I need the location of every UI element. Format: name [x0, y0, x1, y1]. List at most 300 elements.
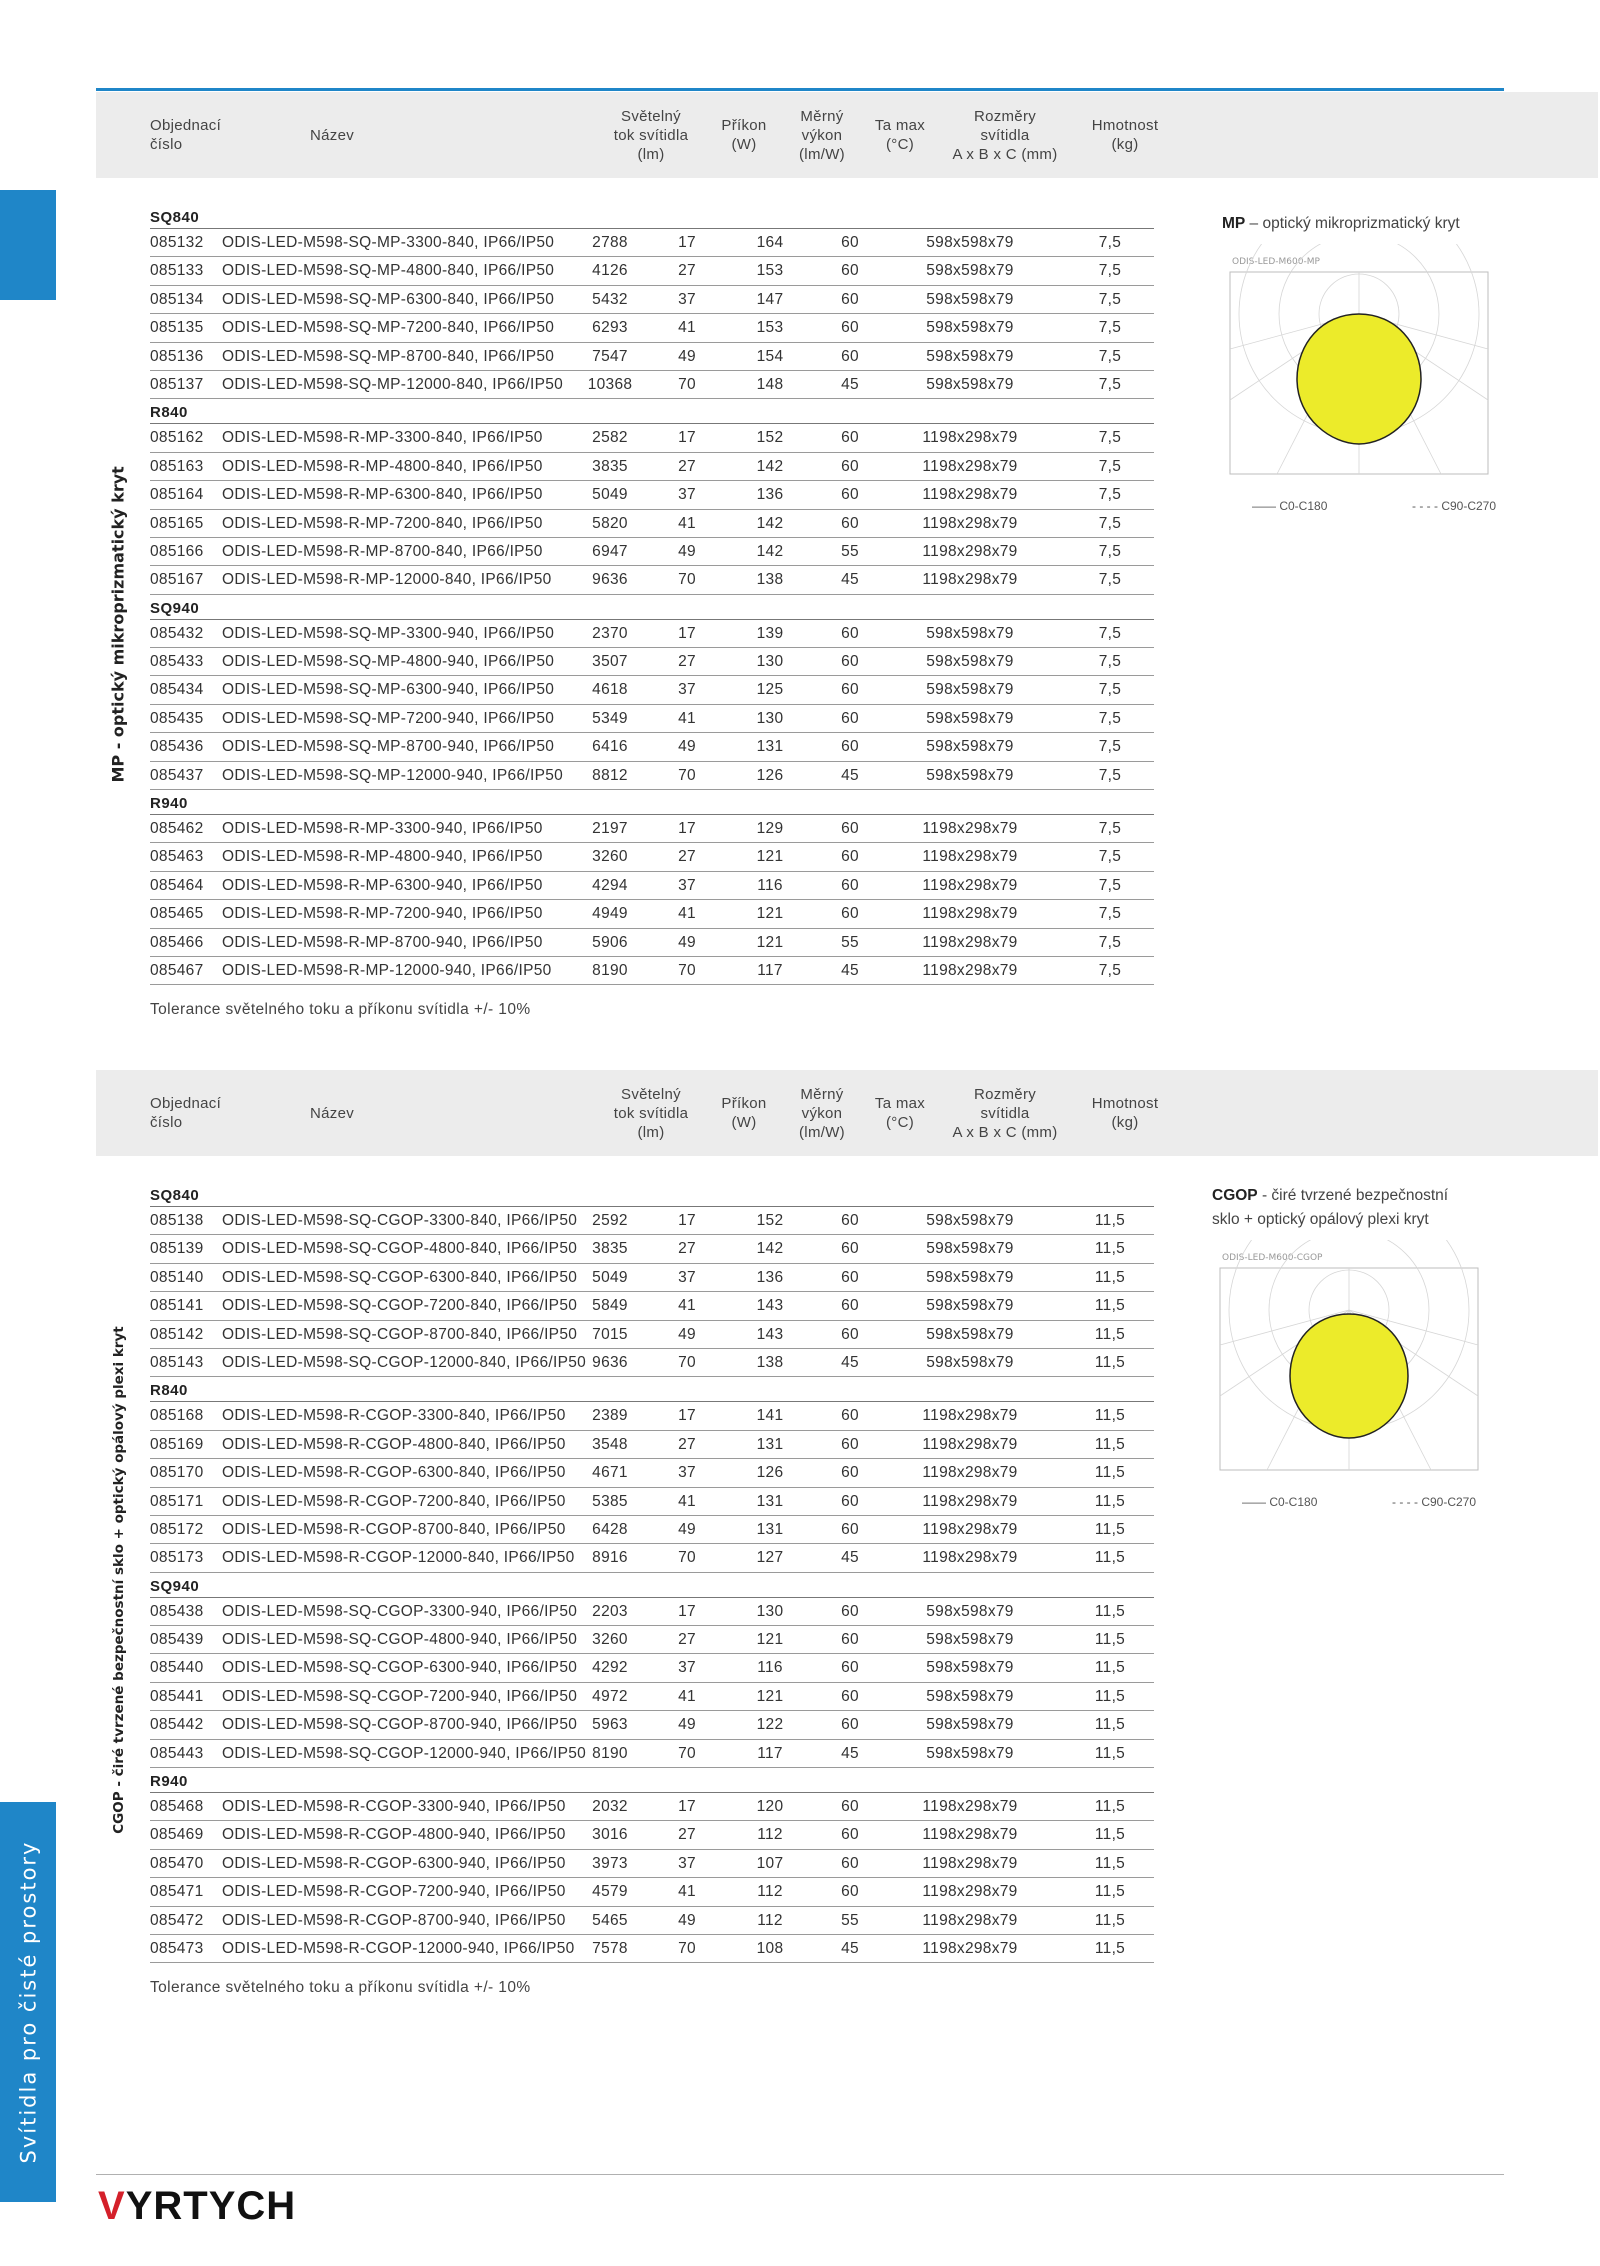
product-name: ODIS-LED-M598-SQ-MP-12000-940, IP66/IP50 [222, 766, 564, 784]
ta-max: 60 [841, 234, 859, 251]
luminous-flux: 3548 [592, 1435, 628, 1453]
power: 17 [678, 1798, 696, 1816]
power: 27 [678, 1631, 696, 1649]
dimensions: 598x598x79 [926, 653, 1014, 671]
ta-max: 45 [841, 375, 859, 393]
ta-max: 45 [841, 1939, 859, 1957]
product-name: ODIS-LED-M598-R-MP-6300-940, IP66/IP50 [222, 876, 543, 894]
ta-max: 55 [841, 933, 859, 951]
luminous-flux: 5385 [592, 1492, 628, 1510]
product-name: ODIS-LED-M598-SQ-CGOP-7200-840, IP66/IP50 [222, 1297, 578, 1315]
order-code: 085167 [150, 571, 204, 589]
efficacy: 136 [756, 1268, 784, 1286]
product-name: ODIS-LED-M598-R-MP-6300-840, IP66/IP50 [222, 486, 543, 504]
ta-max: 60 [841, 905, 859, 923]
efficacy: 136 [756, 486, 784, 504]
weight: 11,5 [1094, 1353, 1126, 1371]
product-name: ODIS-LED-M598-R-CGOP-3300-840, IP66/IP50 [222, 1407, 566, 1425]
luminous-flux: 5049 [592, 1268, 628, 1286]
ta-max: 60 [841, 290, 859, 308]
dimensions: 598x598x79 [926, 1659, 1014, 1677]
dimensions: 598x598x79 [926, 1631, 1014, 1649]
ta-max: 45 [841, 1744, 859, 1762]
order-code: 085463 [150, 848, 204, 866]
weight: 11,5 [1094, 1492, 1126, 1510]
weight: 7,5 [1098, 514, 1122, 532]
order-code: 085166 [150, 542, 204, 560]
efficacy: 142 [756, 1240, 784, 1258]
product-name: ODIS-LED-M598-R-CGOP-7200-940, IP66/IP50 [222, 1883, 566, 1901]
weight: 7,5 [1098, 681, 1122, 699]
luminous-flux: 2592 [592, 1212, 628, 1229]
order-code: 085133 [150, 262, 204, 280]
product-name: ODIS-LED-M598-R-MP-12000-840, IP66/IP50 [222, 571, 552, 589]
luminous-flux: 3016 [592, 1826, 628, 1844]
weight: 11,5 [1094, 1716, 1126, 1734]
efficacy: 131 [756, 1492, 784, 1510]
ta-max: 60 [841, 624, 859, 642]
product-name: ODIS-LED-M598-R-CGOP-4800-940, IP66/IP50 [222, 1826, 566, 1844]
product-name: ODIS-LED-M598-SQ-MP-4800-940, IP66/IP50 [222, 653, 555, 671]
table-row [150, 510, 1154, 538]
power: 70 [678, 766, 696, 784]
power: 41 [678, 319, 696, 337]
col-dims-header: Rozměry svítidla A x B x C (mm) [952, 1085, 1058, 1141]
weight: 11,5 [1094, 1854, 1126, 1872]
dimensions: 598x598x79 [926, 1353, 1014, 1371]
power: 49 [678, 542, 696, 560]
efficacy: 117 [757, 1744, 783, 1762]
group-label: SQ940 [150, 599, 200, 617]
product-name: ODIS-LED-M598-R-MP-8700-940, IP66/IP50 [222, 933, 543, 951]
efficacy: 116 [757, 1659, 783, 1677]
ta-max: 60 [841, 848, 859, 866]
dimensions: 598x598x79 [926, 1240, 1014, 1258]
dimensions: 1198x298x79 [922, 1520, 1018, 1538]
dimensions: 1198x298x79 [922, 1939, 1018, 1957]
power: 49 [678, 1716, 696, 1734]
ta-max: 60 [841, 1883, 859, 1901]
order-code: 085136 [150, 347, 204, 365]
order-code: 085435 [150, 709, 204, 727]
col-flux-header: Světelný tok svítidla (lm) [613, 1085, 689, 1141]
ta-max: 60 [841, 347, 859, 365]
weight: 11,5 [1094, 1520, 1126, 1538]
table-row [150, 1683, 1154, 1711]
tolerance-note: Tolerance světelného toku a příkonu svítidla +/- 10% [150, 1979, 531, 1997]
table-header [96, 92, 1598, 178]
efficacy: 142 [756, 514, 784, 532]
product-name: ODIS-LED-M598-SQ-MP-12000-840, IP66/IP50 [222, 375, 564, 393]
efficacy: 108 [756, 1939, 784, 1957]
efficacy: 120 [756, 1798, 784, 1816]
ta-max: 60 [841, 1687, 859, 1705]
table-row [150, 1516, 1154, 1544]
efficacy: 138 [756, 1353, 784, 1371]
efficacy: 112 [757, 1911, 783, 1929]
power: 17 [678, 1212, 696, 1229]
efficacy: 152 [756, 429, 784, 447]
polar-diagram [1212, 1240, 1482, 1490]
order-code: 085170 [150, 1464, 204, 1482]
order-code: 085470 [150, 1854, 204, 1872]
efficacy: 152 [756, 1212, 784, 1229]
col-efficacy-header: Měrný výkon (lm/W) [799, 107, 845, 163]
col-code-header: Objednací číslo [150, 1095, 222, 1131]
product-name: ODIS-LED-M598-SQ-CGOP-4800-940, IP66/IP50 [222, 1631, 578, 1649]
ta-max: 55 [841, 542, 859, 560]
product-name: ODIS-LED-M598-SQ-CGOP-6300-840, IP66/IP50 [222, 1268, 578, 1286]
dimensions: 598x598x79 [926, 1297, 1014, 1315]
efficacy: 121 [756, 933, 784, 951]
product-name: ODIS-LED-M598-R-MP-8700-840, IP66/IP50 [222, 542, 543, 560]
weight: 11,5 [1094, 1826, 1126, 1844]
efficacy: 117 [757, 961, 783, 979]
product-name: ODIS-LED-M598-SQ-CGOP-7200-940, IP66/IP50 [222, 1687, 578, 1705]
weight: 11,5 [1094, 1549, 1126, 1567]
weight: 7,5 [1098, 347, 1122, 365]
luminous-flux: 2370 [592, 624, 628, 642]
table-row [150, 257, 1154, 285]
dimensions: 1198x298x79 [922, 486, 1018, 504]
vyrtych-logo: VYRTYCH [98, 2184, 297, 2228]
luminous-flux: 8812 [592, 766, 628, 784]
order-code: 085173 [150, 1549, 204, 1567]
dimensions: 598x598x79 [926, 766, 1014, 784]
weight: 11,5 [1094, 1464, 1126, 1482]
table-row [150, 620, 1154, 648]
weight: 11,5 [1094, 1798, 1126, 1816]
luminous-flux: 5349 [592, 709, 628, 727]
efficacy: 127 [756, 1549, 784, 1567]
efficacy: 129 [756, 820, 784, 838]
table-row [150, 1235, 1154, 1263]
col-dims-header: Rozměry svítidla A x B x C (mm) [952, 107, 1058, 163]
diagram-legend [1222, 499, 1512, 517]
dimensions: 1198x298x79 [922, 1492, 1018, 1510]
table-row [150, 1878, 1154, 1906]
luminous-flux: 6947 [592, 542, 628, 560]
side-tab-label: Svítidla pro čisté prostory [16, 1840, 41, 2164]
dimensions: 1198x298x79 [922, 457, 1018, 475]
power: 17 [678, 1407, 696, 1425]
table-row [150, 872, 1154, 900]
dimensions: 598x598x79 [926, 262, 1014, 280]
ta-max: 60 [841, 319, 859, 337]
power: 70 [678, 1353, 696, 1371]
table-row [150, 1740, 1154, 1768]
luminous-flux: 5465 [592, 1911, 628, 1929]
dimensions: 1198x298x79 [922, 514, 1018, 532]
efficacy: 143 [756, 1325, 784, 1343]
luminous-flux: 4972 [592, 1687, 628, 1705]
tolerance-note: Tolerance světelného toku a příkonu svítidla +/- 10% [150, 1001, 531, 1019]
power: 41 [678, 905, 696, 923]
ta-max: 60 [841, 653, 859, 671]
legend-c90-c270: - - - - C90-C270 [1392, 1495, 1477, 1509]
product-name: ODIS-LED-M598-R-MP-7200-940, IP66/IP50 [222, 905, 543, 923]
product-name: ODIS-LED-M598-SQ-CGOP-12000-940, IP66/IP50 [222, 1744, 587, 1762]
order-code: 085137 [150, 375, 204, 393]
ta-max: 60 [841, 1435, 859, 1453]
efficacy: 126 [756, 766, 784, 784]
luminous-flux: 4618 [592, 681, 628, 699]
weight: 7,5 [1098, 375, 1122, 393]
dimensions: 1198x298x79 [922, 1798, 1018, 1816]
col-name-header: Název [310, 1104, 355, 1122]
order-code: 085138 [150, 1212, 204, 1229]
efficacy: 154 [756, 347, 784, 365]
order-code: 085471 [150, 1883, 204, 1901]
table-row [150, 733, 1154, 761]
weight: 7,5 [1098, 905, 1122, 923]
order-code: 085433 [150, 653, 204, 671]
diagram-label: ODIS-LED-M600-MP [1232, 257, 1320, 267]
weight: 7,5 [1098, 624, 1122, 642]
table-row [150, 453, 1154, 481]
order-code: 085464 [150, 876, 204, 894]
dimensions: 598x598x79 [926, 1687, 1014, 1705]
luminous-flux: 2389 [592, 1407, 628, 1425]
order-code: 085443 [150, 1744, 204, 1762]
table-row [150, 1935, 1154, 1963]
order-code: 085432 [150, 624, 204, 642]
dimensions: 1198x298x79 [922, 961, 1018, 979]
ta-max: 45 [841, 766, 859, 784]
product-name: ODIS-LED-M598-R-CGOP-6300-840, IP66/IP50 [222, 1464, 566, 1482]
diagram-label: ODIS-LED-M600-CGOP [1222, 1253, 1323, 1263]
dimensions: 1198x298x79 [922, 429, 1018, 447]
table-row [150, 286, 1154, 314]
weight: 11,5 [1094, 1435, 1126, 1453]
col-weight-header: Hmotnost (kg) [1091, 117, 1159, 153]
col-power-header: Příkon (W) [721, 117, 767, 153]
order-code: 085469 [150, 1826, 204, 1844]
luminous-flux: 2788 [592, 234, 628, 251]
table-row [150, 929, 1154, 957]
section-title-mp: MP - optický mikroprizmatický kryt [108, 466, 128, 783]
ta-max: 60 [841, 262, 859, 280]
col-flux-header: Světelný tok svítidla (lm) [613, 107, 689, 163]
weight: 11,5 [1094, 1744, 1126, 1762]
luminous-flux: 2032 [592, 1798, 628, 1816]
product-name: ODIS-LED-M598-R-MP-4800-940, IP66/IP50 [222, 848, 543, 866]
ta-max: 60 [841, 429, 859, 447]
product-name: ODIS-LED-M598-R-CGOP-7200-840, IP66/IP50 [222, 1492, 566, 1510]
weight: 7,5 [1098, 486, 1122, 504]
dimensions: 1198x298x79 [922, 1826, 1018, 1844]
order-code: 085441 [150, 1687, 204, 1705]
order-code: 085462 [150, 820, 204, 838]
luminous-flux: 10368 [587, 375, 633, 393]
weight: 7,5 [1098, 542, 1122, 560]
dimensions: 1198x298x79 [922, 848, 1018, 866]
luminous-flux: 8916 [592, 1549, 628, 1567]
power: 27 [678, 1435, 696, 1453]
efficacy: 130 [756, 709, 784, 727]
power: 41 [678, 709, 696, 727]
luminous-flux: 3260 [592, 1631, 628, 1649]
table-row [150, 566, 1154, 594]
product-name: ODIS-LED-M598-R-CGOP-6300-940, IP66/IP50 [222, 1854, 566, 1872]
luminous-flux: 3260 [592, 848, 628, 866]
dimensions: 1198x298x79 [922, 876, 1018, 894]
col-ta-header: Ta max (°C) [874, 117, 926, 153]
product-name: ODIS-LED-M598-SQ-CGOP-3300-940, IP66/IP50 [222, 1602, 578, 1620]
legend-c0-c180: —— C0-C180 [1252, 499, 1328, 513]
table-row [150, 229, 1154, 257]
power: 37 [678, 1464, 696, 1482]
power: 17 [678, 429, 696, 447]
product-name: ODIS-LED-M598-SQ-MP-8700-940, IP66/IP50 [222, 738, 555, 756]
product-name: ODIS-LED-M598-R-MP-4800-840, IP66/IP50 [222, 457, 543, 475]
order-code: 085140 [150, 1268, 204, 1286]
order-code: 085163 [150, 457, 204, 475]
product-name: ODIS-LED-M598-SQ-MP-3300-940, IP66/IP50 [222, 624, 555, 642]
ta-max: 60 [841, 1602, 859, 1620]
luminous-flux: 2582 [592, 429, 628, 447]
luminous-flux: 7578 [592, 1939, 628, 1957]
table-row [150, 843, 1154, 871]
table-row [150, 343, 1154, 371]
power: 49 [678, 1520, 696, 1538]
efficacy: 142 [756, 542, 784, 560]
dimensions: 598x598x79 [926, 1716, 1014, 1734]
table-row [150, 1850, 1154, 1878]
order-code: 085142 [150, 1325, 204, 1343]
table-row [150, 1793, 1154, 1821]
table-row [150, 481, 1154, 509]
weight: 11,5 [1094, 1212, 1126, 1229]
ta-max: 60 [841, 457, 859, 475]
dimensions: 1198x298x79 [922, 542, 1018, 560]
efficacy: 112 [757, 1883, 783, 1901]
ta-max: 60 [841, 1826, 859, 1844]
diagram-title: MP – optický mikroprizmatický kryt [1222, 215, 1460, 232]
power: 17 [678, 1602, 696, 1620]
power: 17 [678, 624, 696, 642]
ta-max: 60 [841, 1297, 859, 1315]
ta-max: 45 [841, 1549, 859, 1567]
order-code: 085135 [150, 319, 204, 337]
luminous-flux: 3507 [592, 653, 628, 671]
luminous-flux: 3835 [592, 1240, 628, 1258]
power: 70 [678, 571, 696, 589]
product-name: ODIS-LED-M598-SQ-CGOP-4800-840, IP66/IP50 [222, 1240, 578, 1258]
product-name: ODIS-LED-M598-SQ-MP-3300-840, IP66/IP50 [222, 234, 555, 251]
power: 37 [678, 876, 696, 894]
distribution-curve [1297, 314, 1421, 444]
weight: 7,5 [1098, 709, 1122, 727]
efficacy: 131 [756, 738, 784, 756]
product-name: ODIS-LED-M598-SQ-MP-4800-840, IP66/IP50 [222, 262, 555, 280]
table-row [150, 1292, 1154, 1320]
weight: 7,5 [1098, 738, 1122, 756]
ta-max: 60 [841, 1325, 859, 1343]
order-code: 085436 [150, 738, 204, 756]
order-code: 085134 [150, 290, 204, 308]
order-code: 085165 [150, 514, 204, 532]
luminous-flux: 4949 [592, 905, 628, 923]
order-code: 085440 [150, 1659, 204, 1677]
luminous-flux: 6416 [592, 738, 628, 756]
product-name: ODIS-LED-M598-SQ-CGOP-6300-940, IP66/IP50 [222, 1659, 578, 1677]
weight: 7,5 [1098, 653, 1122, 671]
order-code: 085439 [150, 1631, 204, 1649]
product-name: ODIS-LED-M598-SQ-MP-8700-840, IP66/IP50 [222, 347, 555, 365]
table-row [150, 1544, 1154, 1572]
efficacy: 121 [756, 905, 784, 923]
power: 41 [678, 1492, 696, 1510]
efficacy: 126 [756, 1464, 784, 1482]
weight: 11,5 [1094, 1911, 1126, 1929]
dimensions: 598x598x79 [926, 234, 1014, 251]
efficacy: 141 [756, 1407, 784, 1425]
luminous-flux: 3835 [592, 457, 628, 475]
dimensions: 1198x298x79 [922, 1464, 1018, 1482]
dimensions: 1198x298x79 [922, 1911, 1018, 1929]
power: 49 [678, 933, 696, 951]
efficacy: 142 [756, 457, 784, 475]
dimensions: 1198x298x79 [922, 1435, 1018, 1453]
luminous-flux: 4292 [592, 1659, 628, 1677]
luminous-flux: 2197 [592, 820, 628, 838]
weight: 7,5 [1098, 262, 1122, 280]
power: 70 [678, 1744, 696, 1762]
table-row [150, 1907, 1154, 1935]
weight: 11,5 [1094, 1297, 1126, 1315]
power: 27 [678, 1240, 696, 1258]
order-code: 085442 [150, 1716, 204, 1734]
efficacy: 116 [757, 876, 783, 894]
table-row [150, 1488, 1154, 1516]
luminous-flux: 9636 [592, 1353, 628, 1371]
group-label: R840 [150, 404, 188, 422]
ta-max: 60 [841, 1716, 859, 1734]
side-tab-top [0, 190, 56, 300]
table-row [150, 424, 1154, 452]
product-name: ODIS-LED-M598-R-CGOP-12000-940, IP66/IP50 [222, 1939, 575, 1957]
efficacy: 147 [756, 290, 784, 308]
weight: 7,5 [1098, 457, 1122, 475]
table-row [150, 1711, 1154, 1739]
product-name: ODIS-LED-M598-SQ-CGOP-8700-840, IP66/IP50 [222, 1325, 578, 1343]
weight: 11,5 [1094, 1268, 1126, 1286]
weight: 11,5 [1094, 1407, 1126, 1425]
product-name: ODIS-LED-M598-R-CGOP-8700-940, IP66/IP50 [222, 1911, 566, 1929]
weight: 11,5 [1094, 1883, 1126, 1901]
efficacy: 153 [756, 319, 784, 337]
luminous-flux: 4126 [592, 262, 628, 280]
efficacy: 130 [756, 653, 784, 671]
light-distribution-cgop [1212, 1184, 1502, 1513]
table-row [150, 705, 1154, 733]
col-power-header: Příkon (W) [721, 1095, 767, 1131]
power: 49 [678, 1911, 696, 1929]
weight: 11,5 [1094, 1939, 1126, 1957]
dimensions: 598x598x79 [926, 681, 1014, 699]
product-name: ODIS-LED-M598-R-CGOP-8700-840, IP66/IP50 [222, 1520, 566, 1538]
power: 49 [678, 1325, 696, 1343]
power: 17 [678, 820, 696, 838]
order-code: 085143 [150, 1353, 204, 1371]
luminous-flux: 5963 [592, 1716, 628, 1734]
dimensions: 598x598x79 [926, 624, 1014, 642]
weight: 11,5 [1094, 1631, 1126, 1649]
dimensions: 598x598x79 [926, 709, 1014, 727]
table-row [150, 1654, 1154, 1682]
diagram-legend [1212, 1495, 1502, 1513]
